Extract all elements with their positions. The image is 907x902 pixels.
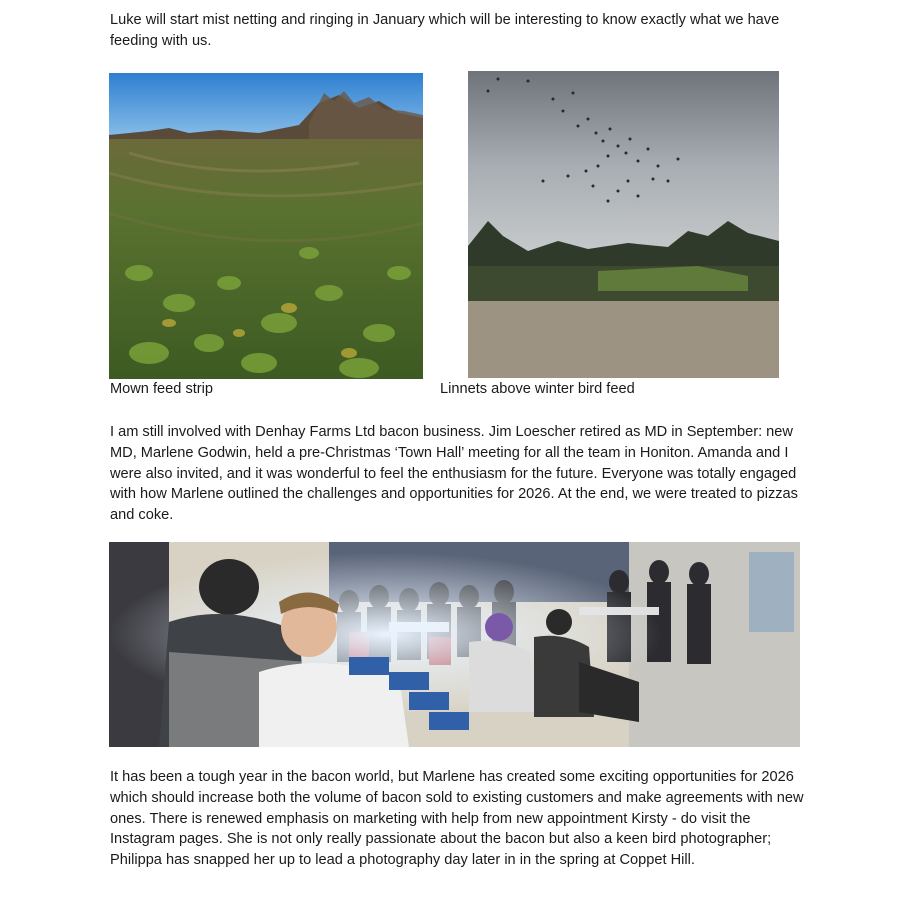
town-hall-meeting-photo bbox=[109, 542, 800, 747]
denhay-paragraph: I am still involved with Denhay Farms Ltd bacon business. Jim Loescher retired as MD in September: new MD, Marlene Godwin, held a pre-Christmas ‘Town Hall’ meeting for all the team in Honiton. Amanda and I were also invited, and it was wonderful to feel the enthusiasm for the future. Everyone was totally engaged with how Marlene outlined the challenges and opportunities for 2026. At the end, we were treated to pizzas and coke. bbox=[110, 424, 798, 524]
feed-strip-caption: Mown feed strip bbox=[110, 381, 214, 397]
linnets-caption: Linnets above winter bird feed bbox=[440, 381, 635, 397]
linnets-photo bbox=[468, 71, 779, 378]
intro-paragraph: Luke will start mist netting and ringing in January which will be interesting to know exactly what we have feeding with us. bbox=[110, 12, 780, 49]
bacon-paragraph: It has been a tough year in the bacon world, but Marlene has created some exciting opportunities for 2026 which should increase both the volume of bacon sold to existing customers and make agreements with new ones. There is renewed emphasis on marketing with help from new appointment Kirsty - do visit the Instagram pages. She is not only really passionate about the bacon but also a keen bird photographer; Philippa has snapped her up to lead a photography day later in in the spring at Coppet Hill. bbox=[110, 769, 804, 869]
feed-strip-photo bbox=[109, 73, 423, 379]
